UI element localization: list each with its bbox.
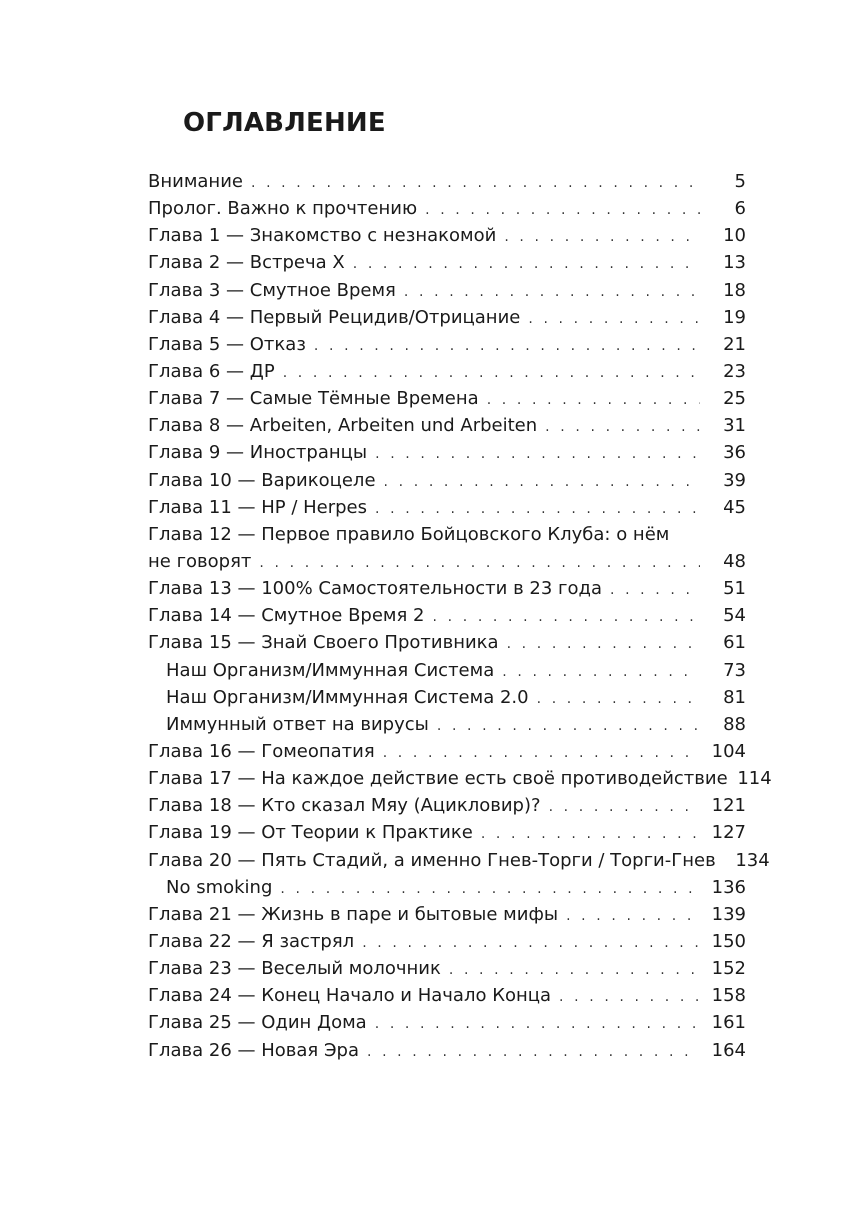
toc-entry — [148, 304, 746, 331]
toc-page-number: 121 — [711, 795, 746, 817]
dot-leader — [283, 360, 700, 387]
toc-page-number: 45 — [723, 496, 746, 518]
toc-page-number: 25 — [723, 388, 746, 410]
toc-entry — [148, 521, 746, 548]
toc-entry-label: Глава 6 — ДР — [148, 360, 275, 382]
toc-entry — [148, 792, 746, 819]
toc-entry — [148, 249, 746, 276]
toc-entry — [148, 548, 746, 575]
toc-entry — [148, 358, 746, 385]
dot-leader — [610, 577, 700, 604]
toc-page-number: 19 — [723, 306, 746, 328]
toc-entry — [148, 738, 746, 765]
toc-entry-label: Глава 12 — Первое правило Бойцовского Клуба: о нём — [148, 523, 670, 545]
dot-leader — [502, 659, 700, 686]
dot-leader — [481, 821, 700, 848]
dot-leader — [566, 903, 700, 930]
toc-page-number: 139 — [711, 903, 746, 925]
toc-page-number: 114 — [737, 768, 772, 790]
dot-leader — [314, 333, 700, 360]
toc-entry — [148, 575, 746, 602]
dot-leader — [449, 957, 700, 984]
dot-leader — [353, 251, 700, 278]
toc-entry — [148, 494, 746, 521]
toc-entry-label: Глава 5 — Отказ — [148, 333, 306, 355]
toc-page-number: 81 — [723, 686, 746, 708]
toc-entry-label: Иммунный ответ на вирусы — [166, 713, 429, 735]
toc-entry-label: Глава 18 — Кто сказал Мяу (Ацикловир)? — [148, 795, 541, 817]
toc-entry-label: Глава 16 — Гомеопатия — [148, 740, 375, 762]
toc-entry — [148, 467, 746, 494]
toc-entry — [148, 277, 746, 304]
toc-page-number: 161 — [711, 1012, 746, 1034]
toc-entry — [148, 1009, 746, 1036]
toc-entry — [148, 847, 770, 874]
toc-entry — [148, 629, 746, 656]
dot-leader — [404, 279, 700, 306]
toc-entry-label: Глава 10 — Варикоцеле — [148, 469, 376, 491]
toc-page-number: 23 — [723, 360, 746, 382]
toc-page-number: 158 — [711, 985, 746, 1007]
toc-page-number: 88 — [723, 713, 746, 735]
toc-page-number: 6 — [734, 198, 746, 220]
toc-page-number: 73 — [723, 659, 746, 681]
toc-entry-label: Внимание — [148, 171, 243, 192]
toc-entry-label: Глава 1 — Знакомство с незнакомой — [148, 225, 497, 247]
toc-page-number: 61 — [723, 632, 746, 654]
toc-subentry — [148, 684, 746, 711]
dot-leader — [528, 306, 700, 333]
toc-page-number: 31 — [723, 415, 746, 437]
toc-subentry — [148, 874, 746, 901]
toc-subentry — [148, 657, 746, 684]
toc-entry — [148, 222, 746, 249]
toc-entry — [148, 765, 772, 792]
toc-page-number: 164 — [711, 1039, 746, 1061]
toc-page-number: 134 — [735, 849, 770, 871]
toc-entry-label: Глава 7 — Самые Тёмные Времена — [148, 388, 479, 410]
toc-entry — [148, 385, 746, 412]
dot-leader — [549, 794, 700, 821]
toc-entry-label: Глава 4 — Первый Рецидив/Отрицание — [148, 306, 521, 328]
dot-leader — [367, 1039, 700, 1066]
toc-page-number: 54 — [723, 605, 746, 627]
dot-leader — [545, 414, 700, 441]
toc-entry-label: Глава 13 — 100% Самостоятельности в 23 года — [148, 578, 602, 600]
toc-page-number: 10 — [723, 225, 746, 247]
toc-page-number: 51 — [723, 578, 746, 600]
dot-leader — [362, 930, 700, 957]
toc-entry-label: Глава 8 — Arbeiten, Arbeiten und Arbeiten — [148, 415, 538, 437]
toc-entry-label: Наш Организм/Иммунная Система — [166, 659, 495, 681]
table-of-contents — [148, 168, 772, 1064]
toc-entry — [148, 439, 746, 466]
toc-page-number: 36 — [723, 442, 746, 464]
toc-entry-label: Глава 20 — Пять Стадий, а именно Гнев-Торги / Торги-Гнев — [148, 849, 716, 871]
toc-page-number: 5 — [734, 171, 746, 192]
dot-leader — [251, 170, 700, 197]
dot-leader — [504, 224, 700, 251]
toc-entry-label: Глава 24 — Конец Начало и Начало Конца — [148, 985, 552, 1007]
toc-entry-label: Глава 11 — HP / Herpes — [148, 496, 368, 518]
toc-entry-label: Глава 22 — Я застрял — [148, 930, 355, 952]
dot-leader — [507, 631, 700, 658]
toc-entry — [148, 819, 746, 846]
toc-entry — [148, 955, 746, 982]
toc-entry-label: Глава 26 — Новая Эра — [148, 1039, 359, 1061]
toc-entry-label: Глава 19 — От Теории к Практике — [148, 822, 473, 844]
toc-page-number: 136 — [711, 876, 746, 898]
toc-subentry — [148, 711, 746, 738]
toc-entry — [148, 602, 746, 629]
toc-page-number: 13 — [723, 252, 746, 274]
page-title: ОГЛАВЛЕНИЕ — [183, 108, 386, 138]
toc-entry-label: Пролог. Важно к прочтению — [148, 198, 418, 220]
toc-entry-label: Глава 21 — Жизнь в паре и бытовые мифы — [148, 903, 559, 925]
dot-leader — [384, 469, 700, 496]
toc-entry-label: Глава 25 — Один Дома — [148, 1012, 367, 1034]
toc-page-number: 48 — [723, 550, 746, 572]
toc-entry — [148, 412, 746, 439]
toc-entry — [148, 331, 746, 358]
toc-entry — [148, 1037, 746, 1064]
dot-leader — [437, 713, 700, 740]
toc-entry-label: Глава 15 — Знай Своего Противника — [148, 632, 499, 654]
toc-entry — [148, 168, 746, 195]
dot-leader — [375, 1011, 700, 1038]
dot-leader — [559, 984, 700, 1011]
toc-entry-label: не говорят — [148, 550, 252, 572]
toc-entry-label: Глава 2 — Встреча Х — [148, 252, 345, 274]
dot-leader — [487, 387, 700, 414]
toc-page-number: 39 — [723, 469, 746, 491]
dot-leader — [383, 740, 700, 767]
toc-entry-label: Глава 17 — На каждое действие есть своё противодействие — [148, 768, 728, 790]
dot-leader — [280, 876, 700, 903]
dot-leader — [259, 550, 700, 577]
toc-entry — [148, 901, 746, 928]
toc-entry-label: Глава 3 — Смутное Время — [148, 279, 396, 301]
toc-entry-label: Наш Организм/Иммунная Система 2.0 — [166, 686, 529, 708]
toc-entry — [148, 195, 746, 222]
toc-page-number: 21 — [723, 333, 746, 355]
toc-page-number: 18 — [723, 279, 746, 301]
toc-entry — [148, 982, 746, 1009]
toc-entry-label: Глава 9 — Иностранцы — [148, 442, 368, 464]
dot-leader — [537, 686, 700, 713]
toc-entry — [148, 928, 746, 955]
dot-leader — [375, 441, 700, 468]
toc-page-number: 150 — [711, 930, 746, 952]
toc-entry-label: Глава 14 — Смутное Время 2 — [148, 605, 425, 627]
dot-leader — [375, 496, 700, 523]
dot-leader — [433, 604, 700, 631]
toc-entry-label: Глава 23 — Веселый молочник — [148, 958, 441, 980]
toc-page-number: 152 — [711, 958, 746, 980]
toc-entry-label: No smoking — [166, 876, 273, 898]
dot-leader — [425, 197, 700, 224]
toc-page-number: 127 — [711, 822, 746, 844]
toc-page-number: 104 — [711, 740, 746, 762]
